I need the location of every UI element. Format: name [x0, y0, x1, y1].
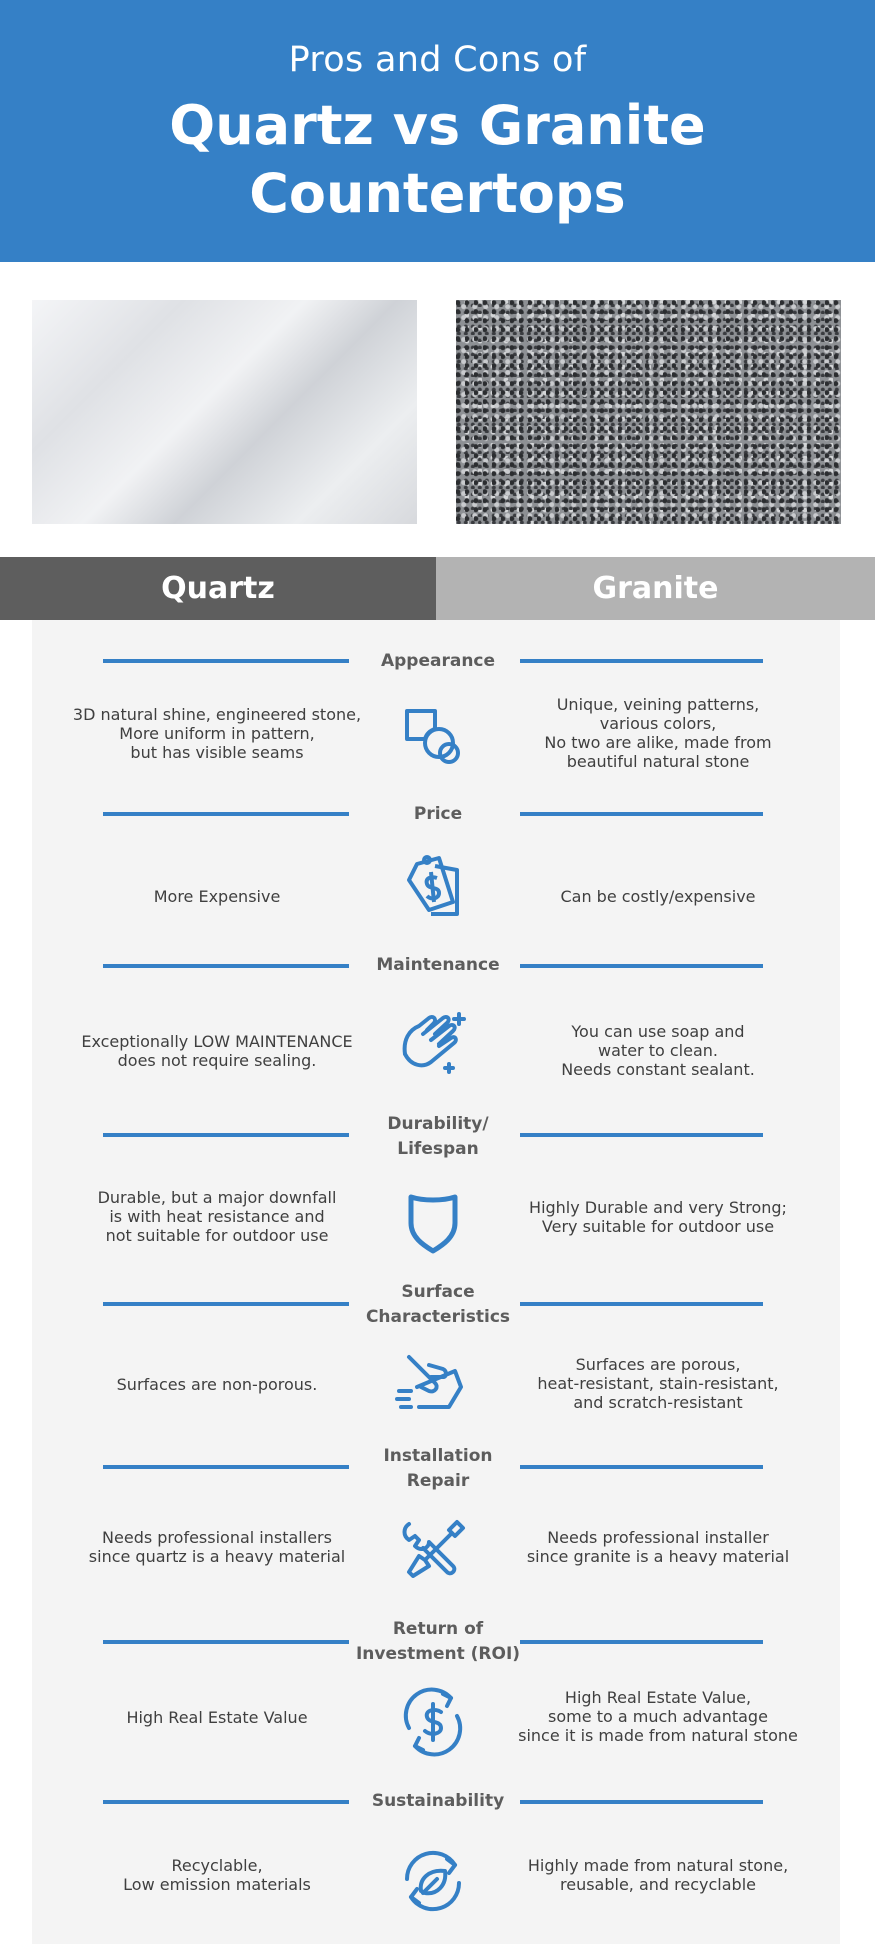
granite-text: Highly Durable and very Strong; Very suitable for outdoor use: [529, 1198, 787, 1236]
quartz-text: Durable, but a major downfall is with heat resistance and not suitable for outdoor use: [97, 1188, 337, 1245]
title-line-2: Countertops: [249, 162, 626, 225]
header-banner: [0, 0, 875, 262]
granite-text: Unique, veining patterns, various colors, No two are alike, made from beautiful natural stone: [544, 695, 772, 771]
category-label: Surface Characteristics: [365, 1282, 511, 1327]
granite-text: Surfaces are porous, heat-resistant, stain-resistant, and scratch-resistant: [537, 1355, 779, 1412]
granite-column-header: Granite: [436, 557, 875, 620]
divider-right: [520, 812, 763, 816]
divider-right: [520, 1465, 763, 1469]
divider-left: [103, 812, 349, 816]
divider-right: [520, 1640, 763, 1644]
divider-left: [103, 1800, 349, 1804]
divider-left: [103, 1302, 349, 1306]
quartz-sample-image: [32, 300, 417, 524]
divider-right: [520, 1800, 763, 1804]
granite-text: Highly made from natural stone, reusable, and recyclable: [527, 1856, 789, 1894]
divider-right: [520, 1133, 763, 1137]
divider-left: [103, 659, 349, 663]
divider-right: [520, 659, 763, 663]
quartz-text: Exceptionally LOW MAINTENANCE does not require sealing.: [81, 1032, 353, 1070]
dollar-cycle-icon: [395, 1684, 471, 1760]
category-label: Return of Investment (ROI): [355, 1619, 521, 1664]
category-label: Sustainability: [371, 1791, 505, 1811]
hand-wash-icon: [395, 1004, 471, 1080]
divider-left: [103, 964, 349, 968]
page-title: [0, 92, 875, 228]
granite-text: High Real Estate Value, some to a much advantage since it is made from natural stone: [518, 1688, 798, 1745]
divider-left: [103, 1133, 349, 1137]
tools-icon: [395, 1514, 471, 1590]
category-label: Price: [413, 804, 463, 824]
pre-title: Pros and Cons of: [288, 40, 587, 80]
quartz-text: Needs professional installers since quartz is a heavy material: [88, 1528, 346, 1566]
category-label: Appearance: [380, 651, 496, 671]
price-tag-icon: [395, 846, 471, 922]
shapes-icon: [395, 699, 471, 775]
granite-text: Needs professional installer since granite is a heavy material: [526, 1528, 790, 1566]
granite-text: Can be costly/expensive: [560, 887, 756, 906]
title-line-1: Quartz vs Granite: [169, 94, 706, 157]
quartz-text: 3D natural shine, engineered stone, More uniform in pattern, but has visible seams: [72, 705, 362, 762]
granite-sample-image: [456, 300, 841, 524]
divider-left: [103, 1465, 349, 1469]
quartz-column-header: Quartz: [0, 557, 436, 620]
shield-icon: [395, 1183, 471, 1259]
divider-left: [103, 1640, 349, 1644]
hand-wipe-icon: [395, 1347, 471, 1423]
divider-right: [520, 1302, 763, 1306]
granite-text: You can use soap and water to clean. Needs constant sealant.: [561, 1022, 755, 1079]
eco-leaf-icon: [395, 1843, 471, 1919]
quartz-text: Recyclable, Low emission materials: [123, 1856, 311, 1894]
quartz-text: More Expensive: [153, 887, 281, 906]
quartz-text: Surfaces are non-porous.: [116, 1375, 318, 1394]
divider-right: [520, 964, 763, 968]
quartz-text: High Real Estate Value: [126, 1708, 308, 1727]
category-label: Installation Repair: [383, 1446, 493, 1491]
category-label: Durability/ Lifespan: [387, 1114, 489, 1159]
category-label: Maintenance: [376, 955, 500, 975]
